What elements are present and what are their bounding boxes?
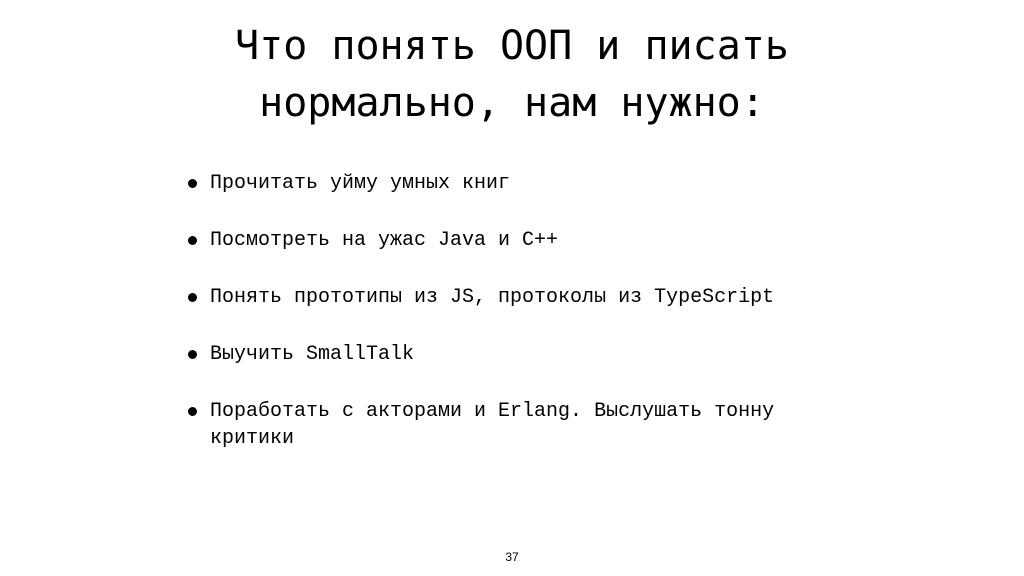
page-number: 37 bbox=[505, 550, 519, 564]
bullet-dot-icon bbox=[188, 179, 197, 188]
slide-title bbox=[0, 18, 1024, 132]
bullet-text: Посмотреть на ужас Java и C++ bbox=[210, 229, 559, 252]
slide-title-line-2: нормально, нам нужно: bbox=[259, 80, 765, 126]
bullet-text: Прочитать уйму умных книг bbox=[210, 172, 511, 195]
list-item bbox=[188, 227, 828, 254]
list-item bbox=[188, 284, 828, 311]
bullet-dot-icon bbox=[188, 407, 197, 416]
bullet-list bbox=[188, 170, 828, 482]
bullet-dot-icon bbox=[188, 350, 197, 359]
bullet-text: Понять прототипы из JS, протоколы из TypeScript bbox=[210, 286, 775, 309]
slide-title-line-1: Что понять ООП и писать bbox=[235, 23, 789, 69]
list-item bbox=[188, 170, 828, 197]
list-item bbox=[188, 398, 828, 452]
bullet-text: Поработать с акторами и Erlang. Выслушать тонну критики bbox=[210, 400, 775, 450]
bullet-dot-icon bbox=[188, 293, 197, 302]
bullet-dot-icon bbox=[188, 236, 197, 245]
bullet-text: Выучить SmallTalk bbox=[210, 343, 415, 366]
list-item bbox=[188, 341, 828, 368]
